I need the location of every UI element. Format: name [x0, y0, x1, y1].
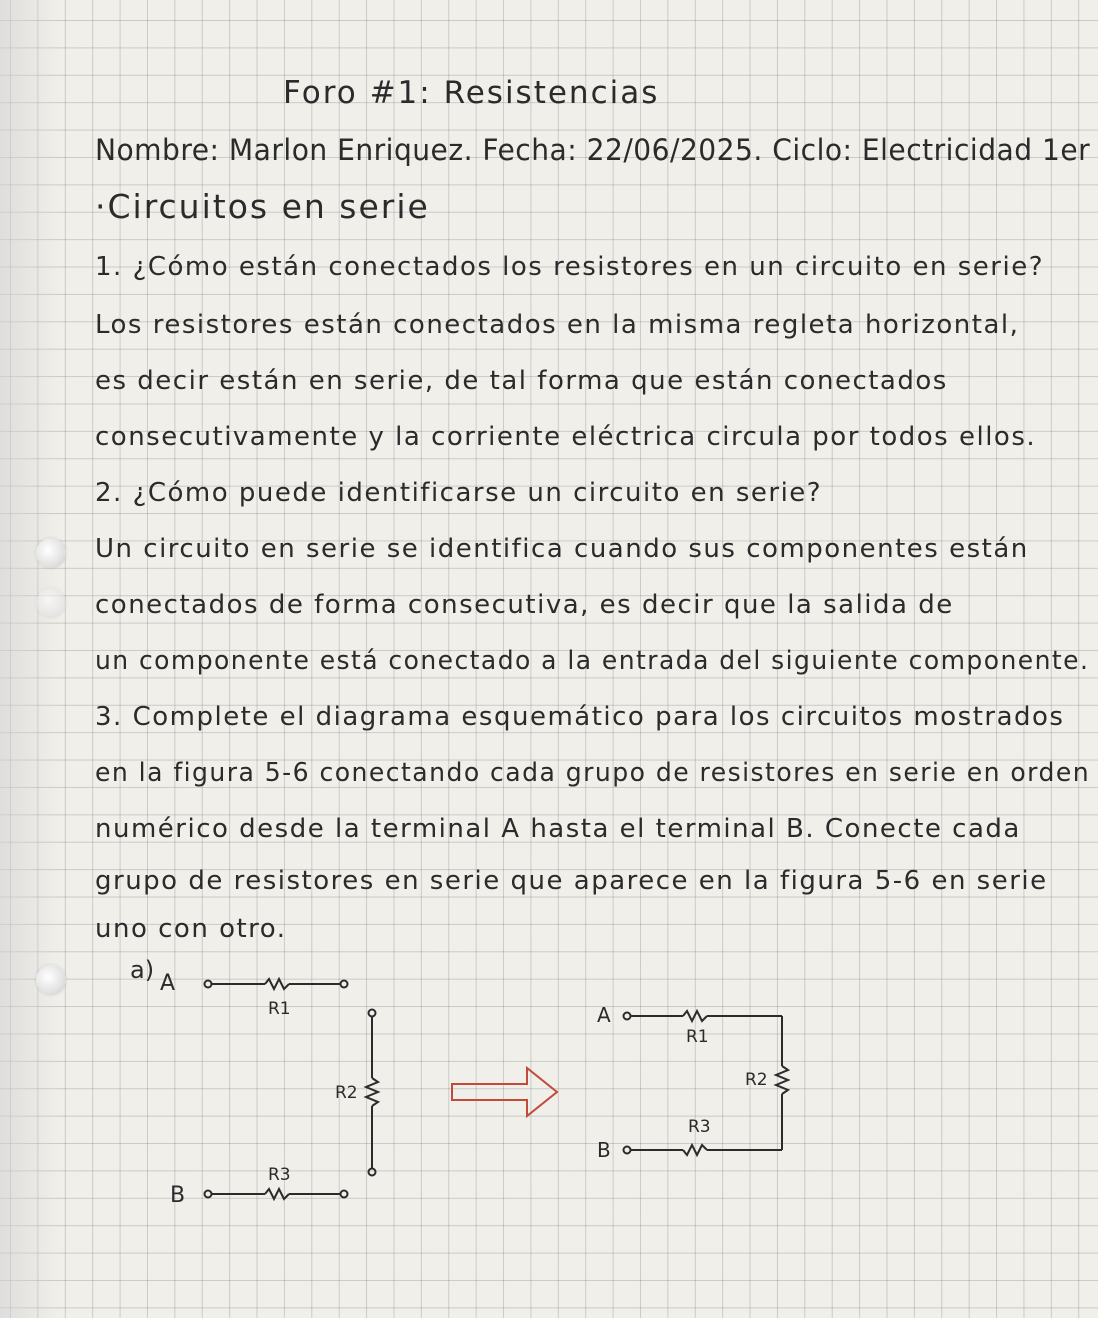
resistor-r1 — [683, 1011, 707, 1021]
r1-label: R1 — [686, 1027, 709, 1047]
right-arrow-icon — [452, 1068, 557, 1116]
question-3-line: grupo de resistores en serie que aparece en la figura 5-6 en serie — [95, 866, 1048, 896]
terminal-b-label: B — [597, 1138, 611, 1162]
r1-label: R1 — [268, 999, 291, 1019]
item-label: a) — [130, 956, 155, 984]
r3-label: R3 — [268, 1165, 291, 1185]
section-heading: ·Circuitos en serie — [95, 187, 430, 226]
answer-1-line: es decir están en serie, de tal forma que están conectados — [95, 366, 948, 396]
question-2: 2. ¿Cómo puede identificarse un circuito en serie? — [95, 478, 823, 508]
terminal-b-label: B — [170, 1183, 186, 1208]
terminal-a-label: A — [160, 971, 176, 996]
circuit-diagram — [0, 950, 1098, 1250]
resistor-r1 — [265, 979, 289, 989]
page-title: Foro #1: Resistencias — [283, 75, 660, 111]
binder-hole — [36, 538, 66, 568]
terminal-a-label: A — [597, 1003, 611, 1027]
answer-1-line: Los resistores están conectados en la misma regleta horizontal, — [95, 310, 1020, 340]
resistor-r2 — [776, 1066, 788, 1094]
resistor-r3 — [265, 1189, 289, 1199]
r2-label: R2 — [335, 1083, 358, 1103]
student-header: Nombre: Marlon Enriquez. Fecha: 22/06/2025. Ciclo: Electricidad 1er — [95, 133, 1091, 167]
r3-label: R3 — [688, 1117, 711, 1137]
terminal-a-node — [205, 981, 212, 988]
answer-2-line: Un circuito en serie se identifica cuando sus componentes están — [95, 534, 1029, 564]
answer-1-line: consecutivamente y la corriente eléctrica circula por todos ellos. — [95, 422, 1037, 452]
resistor-r3 — [683, 1145, 707, 1155]
r2-label: R2 — [745, 1070, 768, 1090]
terminal-b-node — [205, 1191, 212, 1198]
question-1: 1. ¿Cómo están conectados los resistores en un circuito en serie? — [95, 252, 1045, 282]
question-3-line: uno con otro. — [95, 914, 287, 944]
question-3-line: numérico desde la terminal A hasta el terminal B. Conecte cada — [95, 814, 1021, 844]
binder-hole — [36, 588, 66, 618]
question-3-line: 3. Complete el diagrama esquemático para los circuitos mostrados — [95, 702, 1065, 732]
question-3-line: en la figura 5-6 conectando cada grupo de resistores en serie en orden — [95, 758, 1091, 788]
answer-2-line: conectados de forma consecutiva, es decir que la salida de — [95, 590, 954, 620]
answer-2-line: un componente está conectado a la entrada del siguiente componente. — [95, 646, 1090, 676]
resistor-r2 — [366, 1078, 378, 1106]
